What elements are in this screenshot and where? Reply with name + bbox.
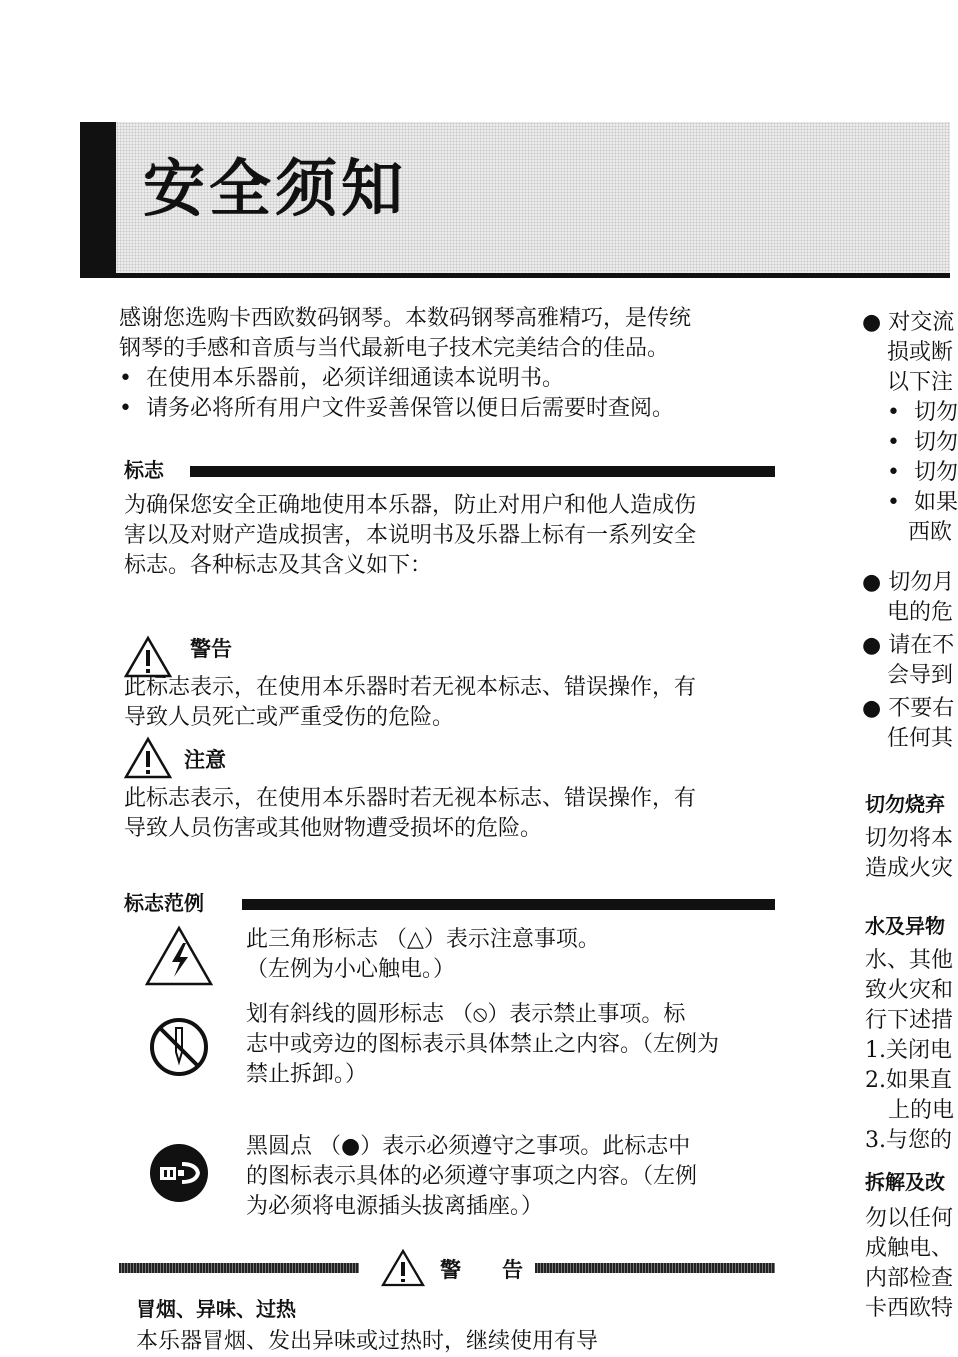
smoke-heading: 冒烟、异味、过热 <box>136 1297 296 1321</box>
examples-rule <box>242 899 775 910</box>
caution-label: 注意 <box>184 748 226 772</box>
right-heading-burn: 切勿烧弃 <box>865 792 945 816</box>
warning-line-2: 导致人员死亡或严重受伤的危险。 <box>124 705 455 730</box>
intro-line-1: 感谢您选购卡西欧数码钢琴。本数码钢琴高雅精巧，是传统 <box>119 306 692 331</box>
unplug-icon <box>148 1142 210 1204</box>
example-1-line-1: 此三角形标志 （△）表示注意事项。 <box>246 927 600 952</box>
right-disassembly-line-1: 勿以任何 <box>865 1206 954 1231</box>
right-sub-bullet-4: • 如果 <box>887 490 958 515</box>
right-bullet-3-line-2: 会导到 <box>887 663 954 688</box>
right-disassembly-line-4: 卡西欧特 <box>865 1296 954 1321</box>
example-2-line-3: 禁止拆卸。） <box>246 1062 368 1087</box>
example-3-line-2: 的图标表示具体的必须遵守事项之内容。（左例 <box>246 1164 698 1189</box>
right-water-line-3: 行下述措 <box>865 1008 954 1033</box>
page-title: 安全须知 <box>143 152 408 225</box>
example-1-line-2: （左例为小心触电。） <box>246 957 456 982</box>
right-heading-disassembly: 拆解及改 <box>865 1170 945 1194</box>
intro-bullet-2: • 请务必将所有用户文件妥善保管以便日后需要时查阅。 <box>119 396 674 421</box>
no-disassembly-icon <box>148 1016 210 1078</box>
right-water-line-1: 水、其他 <box>865 948 954 973</box>
right-water-line-4: 1.关闭电 <box>865 1038 952 1063</box>
right-bullet-1-line-3: 以下注 <box>887 370 954 395</box>
right-burn-line-1: 切勿将本 <box>865 826 954 851</box>
marks-line-2: 害以及对财产造成损害，本说明书及乐器上标有一系列安全 <box>124 523 697 548</box>
right-burn-line-2: 造成火灾 <box>865 856 954 881</box>
right-bullet-1-line-1: ● 对交流 <box>862 310 955 335</box>
title-banner-bar <box>80 122 116 278</box>
right-sub-bullet-2: • 切勿 <box>887 430 958 455</box>
example-3-line-1: 黑圆点 （●）表示必须遵守之事项。此标志中 <box>246 1134 691 1159</box>
warning-label: 警告 <box>190 637 232 661</box>
marks-line-1: 为确保您安全正确地使用本乐器，防止对用户和他人造成伤 <box>124 493 697 518</box>
right-bullet-1-line-2: 损或断 <box>887 340 954 365</box>
smoke-line-1: 本乐器冒烟、发出异味或过热时，继续使用有导 <box>136 1329 599 1354</box>
examples-heading: 标志范例 <box>124 891 204 915</box>
warning-line-1: 此标志表示，在使用本乐器时若无视本标志、错误操作，有 <box>124 675 697 700</box>
caution-line-1: 此标志表示，在使用本乐器时若无视本标志、错误操作，有 <box>124 786 697 811</box>
right-water-line-2: 致火灾和 <box>865 978 954 1003</box>
right-sub-bullet-4-cont: 西欧 <box>908 520 953 545</box>
warning-divider-icon <box>380 1248 426 1288</box>
right-sub-bullet-3: • 切勿 <box>887 460 958 485</box>
right-bullet-2-line-2: 电的危 <box>887 600 954 625</box>
right-sub-bullet-1: • 切勿 <box>887 400 958 425</box>
warning-divider-label: 警 告 <box>440 1258 533 1282</box>
marks-rule <box>190 466 775 477</box>
right-column <box>862 300 958 1343</box>
right-heading-water: 水及异物 <box>865 914 945 938</box>
intro-bullet-1: • 在使用本乐器前，必须详细通读本说明书。 <box>119 366 564 391</box>
example-2-line-1: 划有斜线的圆形标志 （⦸）表示禁止事项。标 <box>246 1002 686 1027</box>
right-water-line-5: 2.如果直 <box>865 1068 952 1093</box>
example-2-line-2: 志中或旁边的图标表示具体禁止之内容。（左例为 <box>246 1032 720 1057</box>
right-bullet-4-line-1: ● 不要右 <box>862 696 955 721</box>
electric-shock-icon <box>144 925 214 987</box>
example-3-line-3: 为必须将电源插头拔离插座。） <box>246 1194 544 1219</box>
marks-line-3: 标志。各种标志及其含义如下： <box>124 553 433 578</box>
marks-heading: 标志 <box>124 458 164 482</box>
warning-divider-right <box>535 1263 775 1273</box>
caution-triangle-icon <box>123 736 173 780</box>
right-bullet-3-line-1: ● 请在不 <box>862 633 955 658</box>
right-disassembly-line-2: 成触电、 <box>865 1236 954 1261</box>
intro-line-2: 钢琴的手感和音质与当代最新电子技术完美结合的佳品。 <box>119 336 670 361</box>
right-disassembly-line-3: 内部检查 <box>865 1266 954 1291</box>
caution-line-2: 导致人员伤害或其他财物遭受损坏的危险。 <box>124 816 543 841</box>
warning-divider-left <box>119 1263 359 1273</box>
right-bullet-4-line-2: 任何其 <box>887 726 954 751</box>
right-water-line-6: 上的电 <box>888 1098 955 1123</box>
right-bullet-2-line-1: ● 切勿月 <box>862 570 955 595</box>
right-water-line-7: 3.与您的 <box>865 1128 952 1153</box>
